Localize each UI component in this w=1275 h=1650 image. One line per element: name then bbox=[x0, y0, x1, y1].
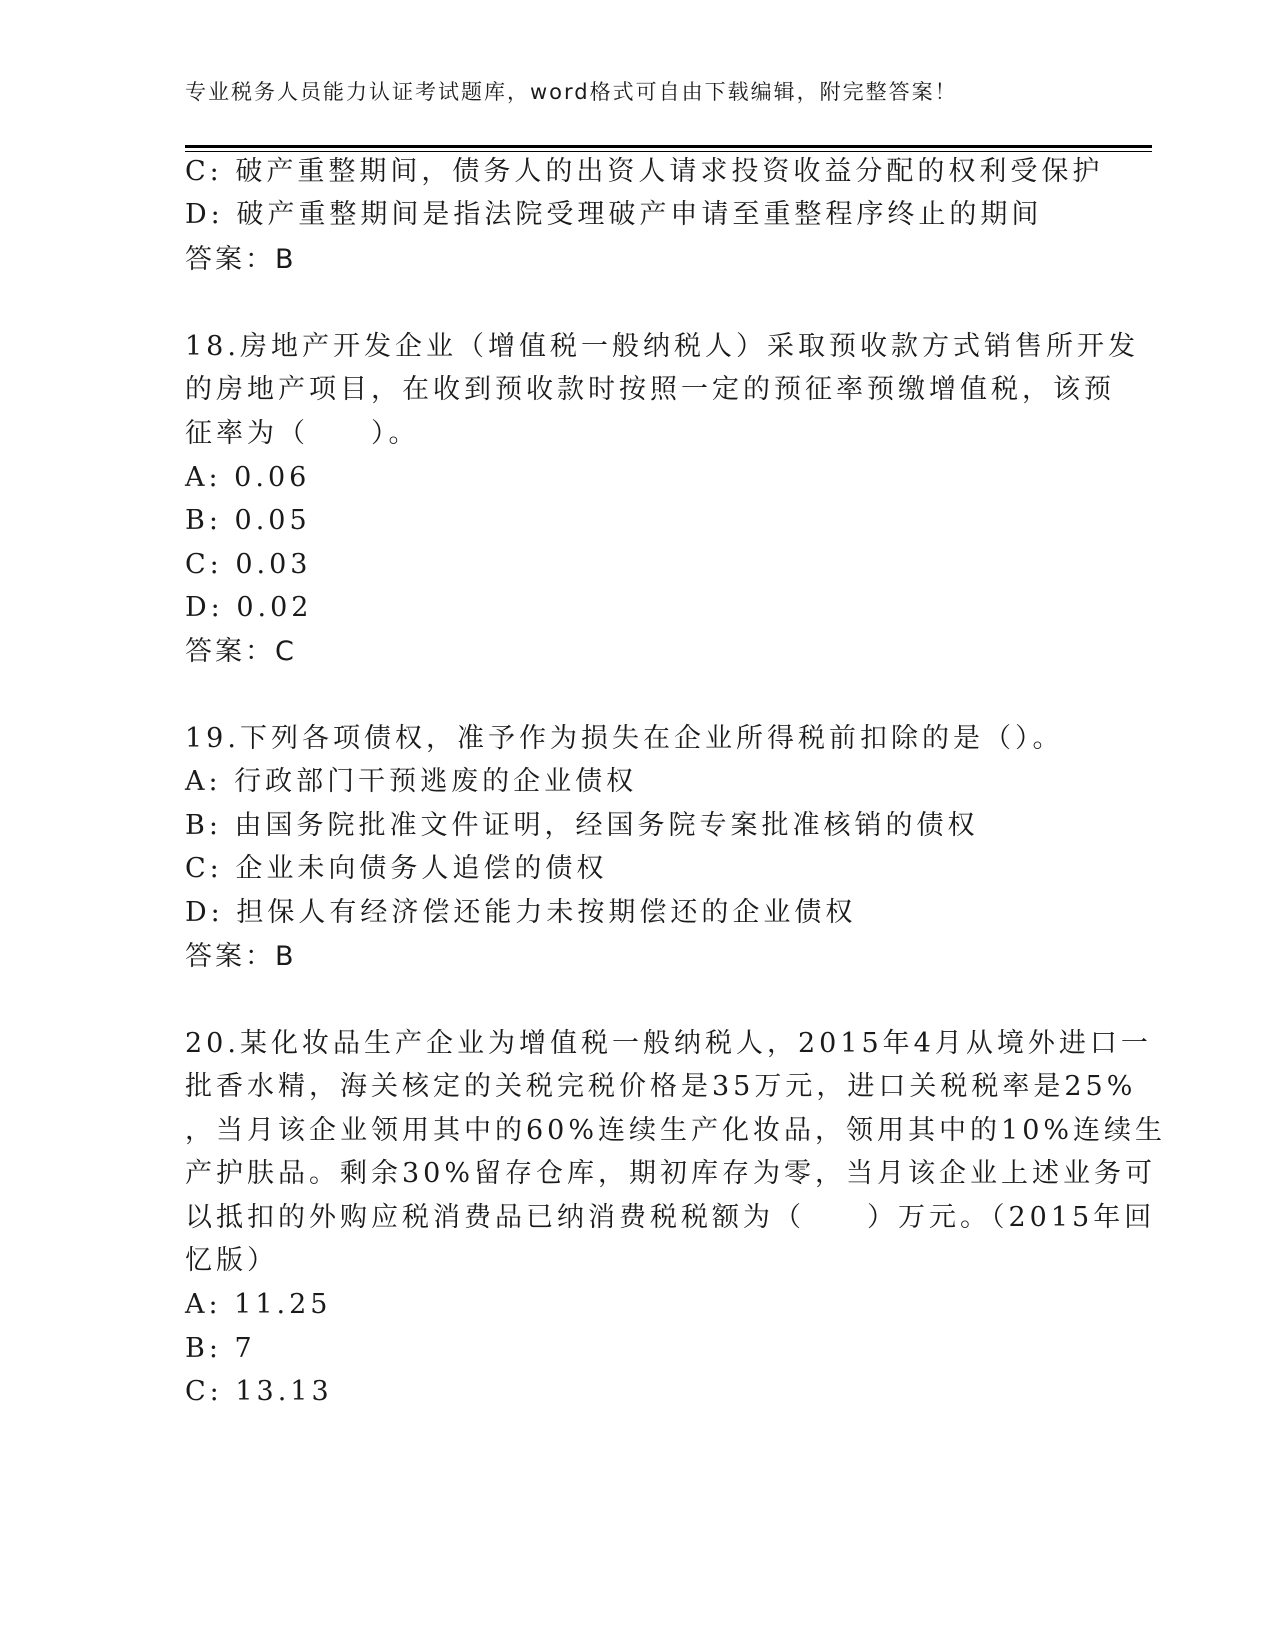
q20-stem-line4: 产护肤品。剩余30%留存仓库，期初库存为零，当月该企业上述业务可 bbox=[185, 1158, 1157, 1189]
q20-stem-line3: ，当月该企业领用其中的60%连续生产化妆品，领用其中的10%连续生 bbox=[185, 1115, 1167, 1146]
q20-stem-line2: 批香水精，海关核定的关税完税价格是35万元，进口关税税率是25% bbox=[185, 1071, 1137, 1102]
q18-option-a: A: 0.06 bbox=[185, 462, 311, 493]
q20-option-c: C: 13.13 bbox=[185, 1376, 333, 1407]
header-rule-thick bbox=[185, 145, 1152, 148]
prev-answer: 答案：B bbox=[185, 244, 297, 275]
header-rule-thin bbox=[185, 151, 1152, 152]
q18-option-b: B: 0.05 bbox=[185, 505, 311, 536]
q19-option-a: A: 行政部门干预逃废的企业债权 bbox=[185, 766, 638, 797]
q20-stem-line6: 忆版） bbox=[185, 1245, 278, 1276]
q19-answer: 答案：B bbox=[185, 941, 297, 972]
prev-option-c: C: 破产重整期间，债务人的出资人请求投资收益分配的权利受保护 bbox=[185, 156, 1104, 187]
q18-option-d: D: 0.02 bbox=[185, 592, 313, 623]
q19-stem: 19.下列各项债权，准予作为损失在企业所得税前扣除的是（）。 bbox=[185, 723, 1064, 754]
q20-stem-line5: 以抵扣的外购应税消费品已纳消费税税额为（ ）万元。（2015年回 bbox=[185, 1202, 1156, 1233]
q18-stem-line1: 18.房地产开发企业（增值税一般纳税人）采取预收款方式销售所开发 bbox=[185, 331, 1139, 362]
q20-option-b: B: 7 bbox=[185, 1333, 256, 1364]
q19-option-d: D: 担保人有经济偿还能力未按期偿还的企业债权 bbox=[185, 897, 857, 928]
q18-stem-line3: 征率为（ ）。 bbox=[185, 418, 420, 449]
q18-stem-line2: 的房地产项目，在收到预收款时按照一定的预征率预缴增值税，该预 bbox=[185, 374, 1115, 405]
q20-stem-line1: 20.某化妆品生产企业为增值税一般纳税人，2015年4月从境外进口一 bbox=[185, 1028, 1152, 1059]
page-header: 专业税务人员能力认证考试题库，word格式可自由下载编辑，附完整答案！ bbox=[185, 80, 958, 104]
q18-option-c: C: 0.03 bbox=[185, 549, 312, 580]
q20-option-a: A: 11.25 bbox=[185, 1289, 332, 1320]
q19-option-b: B: 由国务院批准文件证明，经国务院专案批准核销的债权 bbox=[185, 810, 979, 841]
prev-option-d: D: 破产重整期间是指法院受理破产申请至重整程序终止的期间 bbox=[185, 199, 1043, 230]
q19-option-c: C: 企业未向债务人追偿的债权 bbox=[185, 853, 608, 884]
q18-answer: 答案：C bbox=[185, 636, 297, 667]
